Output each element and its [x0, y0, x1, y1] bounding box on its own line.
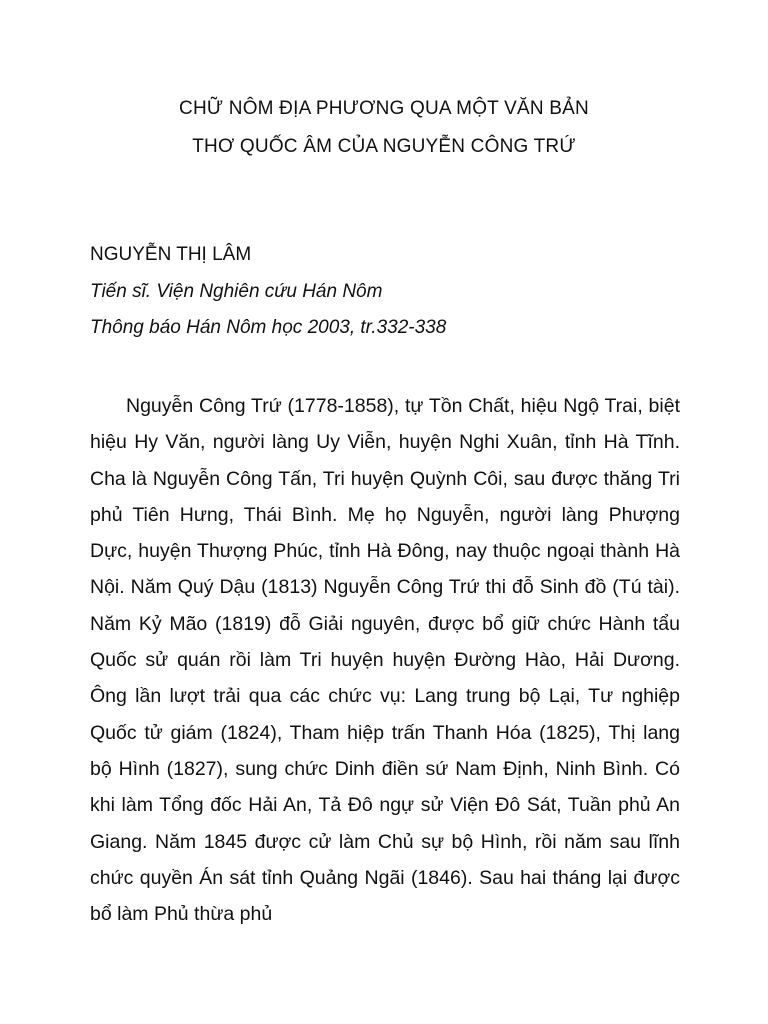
- document-title-line-1: CHỮ NÔM ĐỊA PHƯƠNG QUA MỘT VĂN BẢN: [179, 98, 589, 119]
- body-paragraph: Nguyễn Công Trứ (1778-1858), tự Tồn Chất, hiệu Ngộ Trai, biệt hiệu Hy Văn, người làng Uy Viễn, huyện Nghi Xuân, tỉnh Hà Tĩnh. Cha là Nguyễn Công Tấn, Tri huyện Quỳnh Côi, sau được thăng Tri phủ Tiên Hưng, Thái Bình. Mẹ họ Nguyễn, người làng Phượng Dực, huyện Thượng Phúc, tỉnh Hà Đông, nay thuộc ngoại thành Hà Nội. Năm Quý Dậu (1813) Nguyễn Công Trứ thi đỗ Sinh đồ (Tú tài). Năm Kỷ Mão (1819) đỗ Giải nguyên, được bổ giữ chức Hành tẩu Quốc sử quán rồi làm Tri huyện huyện Đường Hào, Hải Dương. Ông lần lượt trải qua các chức vụ: Lang trung bộ Lại, Tư nghiệp Quốc tử giám (1824), Tham hiệp trấn Thanh Hóa (1825), Thị lang bộ Hình (1827), sung chức Dinh điền sứ Nam Định, Ninh Bình. Có khi làm Tổng đốc Hải An, Tả Đô ngự sử Viện Đô Sát, Tuần phủ An Giang. Năm 1845 được cử làm Chủ sự bộ Hình, rồi năm sau lĩnh chức quyền Án sát tỉnh Quảng Ngãi (1846). Sau hai tháng lại được bổ làm Phủ thừa phủ: [90, 395, 680, 926]
- document-title-line-2: THƠ QUỐC ÂM CỦA NGUYỄN CÔNG TRỨ: [192, 136, 576, 157]
- author-affiliation: Tiến sĩ. Viện Nghiên cứu Hán Nôm: [90, 281, 383, 302]
- author-name: NGUYỄN THỊ LÂM: [90, 244, 252, 265]
- publication-source: Thông báo Hán Nôm học 2003, tr.332-338: [90, 317, 447, 338]
